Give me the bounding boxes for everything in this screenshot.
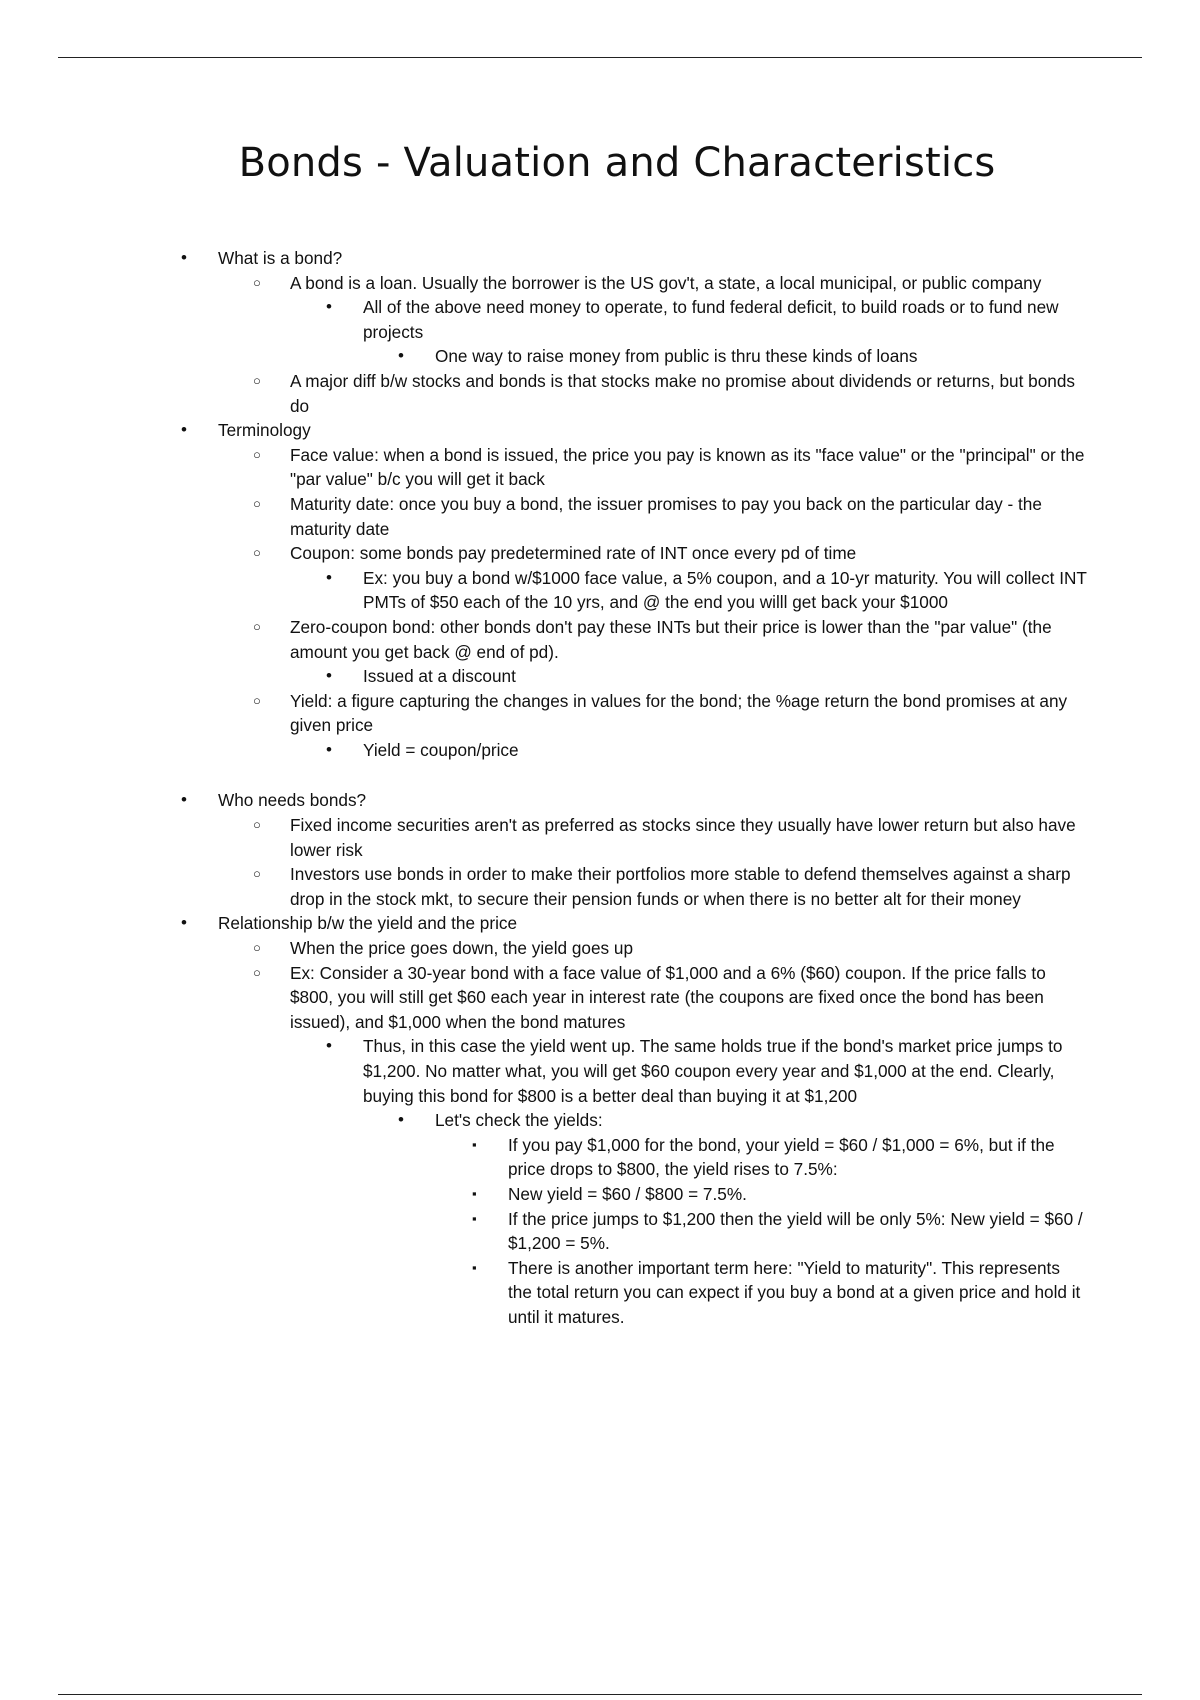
section-heading: Who needs bonds?	[218, 790, 367, 811]
list-item-text: A major diff b/w stocks and bonds is that stocks make no promise about dividends or returns, but bonds do	[290, 370, 1075, 416]
outline-item	[0, 615, 1088, 664]
list-item-text: All of the above need money to operate, to fund federal deficit, to build roads or to fund new projects	[363, 297, 1059, 342]
hollow-bullet-icon: ○	[253, 495, 261, 511]
outline-item	[0, 492, 1088, 541]
bullet-icon: •	[181, 420, 187, 440]
bullet-icon: •	[398, 1110, 404, 1130]
outline-item	[0, 738, 1088, 763]
outline-item	[0, 295, 1088, 344]
outline-item	[0, 344, 1088, 369]
section-heading: Relationship b/w the yield and the price	[218, 913, 518, 934]
top-rule	[58, 57, 1142, 58]
square-bullet-icon: ▪	[472, 1136, 477, 1152]
square-bullet-icon: ▪	[472, 1259, 477, 1275]
bullet-icon: •	[398, 346, 404, 366]
hollow-bullet-icon: ○	[253, 618, 261, 634]
square-bullet-icon: ▪	[472, 1185, 477, 1201]
hollow-bullet-icon: ○	[253, 866, 261, 882]
list-item-text: Fixed income securities aren't as preferred as stocks since they usually have lower return but also have lower risk	[290, 815, 1076, 860]
bullet-icon: •	[326, 297, 332, 317]
outline-item	[0, 566, 1088, 615]
bottom-rule	[58, 1694, 1142, 1695]
list-item-text: Issued at a discount	[363, 666, 516, 687]
bullet-icon: •	[181, 248, 187, 267]
hollow-bullet-icon: ○	[253, 545, 261, 561]
bullet-icon: •	[326, 666, 332, 686]
outline-item	[0, 1256, 1088, 1330]
spacer	[0, 762, 1200, 788]
outline-item	[0, 664, 1088, 689]
bullet-icon: •	[181, 913, 187, 933]
outline-item	[0, 936, 1088, 961]
list-item-text: Face value: when a bond is issued, the price you pay is known as its "face value" or the "principal" or the "par value" b/c you will get it back	[290, 444, 1085, 490]
outline-item	[0, 961, 1088, 1035]
outline-item	[0, 369, 1088, 418]
outline-item	[0, 862, 1088, 911]
outline-item	[0, 1133, 1088, 1182]
bullet-icon: •	[326, 739, 332, 759]
list-item-text: A bond is a loan. Usually the borrower is the US gov't, a state, a local municipal, or public company	[290, 272, 1042, 293]
list-item-text: When the price goes down, the yield goes up	[290, 938, 634, 959]
bullet-icon: •	[326, 567, 332, 587]
hollow-bullet-icon: ○	[253, 817, 261, 833]
outline-item	[0, 813, 1088, 862]
list-item-text: Thus, in this case the yield went up. The same holds true if the bond's market price jumps to $1,200. No matter what, you will get $60 coupon every year and $1,000 at the end. Clearly, buying this bond for $800 is a better deal than buying it at $1,200	[363, 1036, 1063, 1106]
outline-item	[0, 788, 1088, 813]
outline-item	[0, 1182, 1088, 1207]
outline-item	[0, 246, 1088, 271]
list-item-text: One way to raise money from public is thru these kinds of loans	[435, 346, 918, 367]
list-item-text: Coupon: some bonds pay predetermined rate of INT once every pd of time	[290, 543, 857, 564]
hollow-bullet-icon: ○	[253, 446, 261, 462]
section-heading: Terminology	[218, 420, 311, 441]
outline-item	[0, 1207, 1088, 1256]
outline-item	[0, 271, 1088, 296]
outline-item	[0, 418, 1088, 443]
hollow-bullet-icon: ○	[253, 964, 261, 980]
list-item-text: Maturity date: once you buy a bond, the issuer promises to pay you back on the particular day - the maturity date	[290, 493, 1042, 539]
list-item-text: Ex: you buy a bond w/$1000 face value, a 5% coupon, and a 10-yr maturity. You will collect INT PMTs of $50 each of the 10 yrs, and @ the end you willl get back your $1000	[363, 567, 1087, 613]
hollow-bullet-icon: ○	[253, 372, 261, 388]
list-item-text: Investors use bonds in order to make their portfolios more stable to defend themselves against a sharp drop in the stock mkt, to secure their pension funds or when there is no better alt for their money	[290, 864, 1071, 909]
outline-item	[0, 541, 1088, 566]
list-item-text: New yield = $60 / $800 = 7.5%.	[508, 1183, 747, 1204]
notes-outline	[0, 246, 1200, 1330]
outline-item	[0, 1108, 1088, 1133]
outline-item	[0, 443, 1088, 492]
list-item-text: Ex: Consider a 30-year bond with a face value of $1,000 and a 6% ($60) coupon. If the price falls to $800, you will still get $60 each year in interest rate (the coupons are fixed once the bond has been issued), and $1,000 when the bond matures	[290, 962, 1046, 1032]
hollow-bullet-icon: ○	[253, 940, 261, 956]
list-item-text: Yield = coupon/price	[363, 739, 519, 760]
document-title: Bonds - Valuation and Characteristics	[238, 140, 996, 186]
section-heading: What is a bond?	[218, 248, 343, 268]
square-bullet-icon: ▪	[472, 1210, 477, 1226]
list-item-text: If you pay $1,000 for the bond, your yield = $60 / $1,000 = 6%, but if the price drops to $800, the yield rises to 7.5%:	[508, 1134, 1055, 1180]
hollow-bullet-icon: ○	[253, 274, 261, 290]
list-item-text: Zero-coupon bond: other bonds don't pay these INTs but their price is lower than the "par value" (the amount you get back @ end of pd).	[290, 616, 1052, 662]
outline-item	[0, 1034, 1088, 1108]
list-item-text: If the price jumps to $1,200 then the yield will be only 5%: New yield = $60 / $1,200 = 5%.	[508, 1208, 1083, 1254]
outline-item	[0, 689, 1088, 738]
list-item-text: Yield: a figure capturing the changes in values for the bond; the %age return the bond promises at any given price	[290, 690, 1068, 736]
hollow-bullet-icon: ○	[253, 692, 261, 708]
list-item-text: There is another important term here: "Yield to maturity". This represents the total return you can expect if you buy a bond at a given price and hold it until it matures.	[508, 1257, 1081, 1327]
outline-item	[0, 911, 1088, 936]
list-item-text: Let's check the yields:	[435, 1110, 603, 1131]
bullet-icon: •	[181, 790, 187, 810]
bullet-icon: •	[326, 1036, 332, 1056]
